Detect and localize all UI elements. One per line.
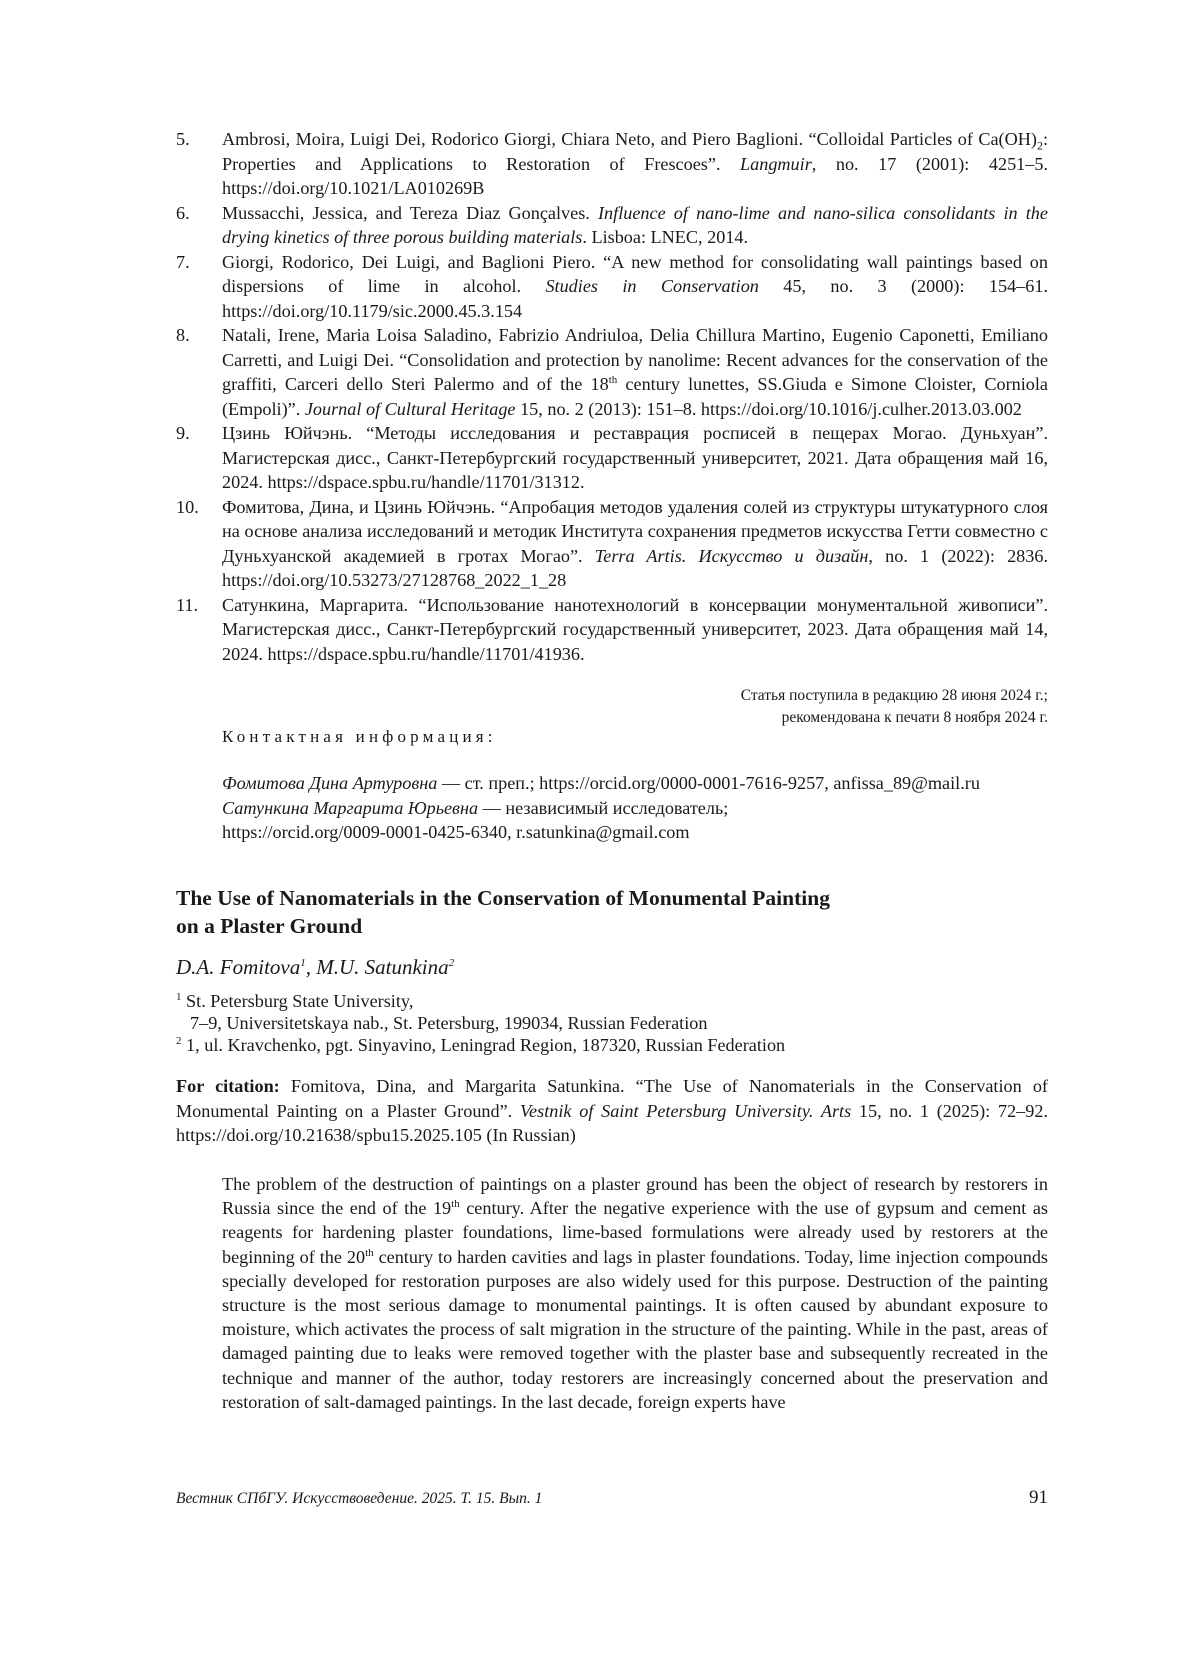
- reference-part: th: [608, 373, 618, 386]
- reference-part: Influence of nano-lime and nano-silica consolidants in the drying kinetics of three porous building materials: [222, 202, 1048, 247]
- abstract-text: century. After the negative experience with the use of gypsum and cement as reagents for hardening plaster foundations, lime-based formulations were already used by restorers at the beginning of the 20: [222, 1198, 1048, 1267]
- reference-text: [222, 593, 1048, 667]
- author: M.U. Satunkina: [316, 955, 449, 979]
- reference-list: [176, 127, 1048, 666]
- contact-person-2: [222, 796, 1062, 821]
- title-line: The Use of Nanomaterials in the Conservation of Monumental Painting: [176, 886, 830, 910]
- contact-info: [222, 771, 1062, 845]
- author-separator: ,: [305, 955, 317, 979]
- affiliation-2: [176, 1034, 785, 1056]
- contact-details: — независимый исследователь;: [478, 797, 729, 818]
- reference-item: [176, 201, 1048, 250]
- reference-part: . Lisboa: LNEC, 2014.: [582, 227, 749, 247]
- reference-text: [222, 495, 1048, 593]
- reference-number: 10.: [176, 496, 199, 517]
- abstract-sup: th: [365, 1246, 374, 1259]
- reference-number: 8.: [176, 325, 190, 345]
- citation-journal: Vestnik of Saint Petersburg University. Arts: [519, 1100, 852, 1121]
- reference-part: Terra Artis. Искусство и дизайн: [594, 545, 869, 566]
- received-note: [741, 685, 1048, 729]
- reference-item: [176, 593, 1048, 667]
- affil-sup: 1: [176, 990, 182, 1003]
- affiliation-1-address: 7–9, Universitetskaya nab., St. Petersburg, 199034, Russian Federation: [190, 1013, 708, 1033]
- authors: [176, 955, 454, 980]
- abstract: [222, 1172, 1048, 1414]
- title-line: on a Plaster Ground: [176, 914, 363, 938]
- reference-item: [176, 495, 1048, 593]
- abstract-text: The problem of the destruction of paintings on a plaster ground has been the object of research by restorers in Russia since the end of the 19: [222, 1174, 1048, 1219]
- reference-text: [222, 421, 1048, 495]
- reference-text: [222, 250, 1048, 324]
- recommended-line: рекомендована к печати 8 ноября 2024 г.: [781, 709, 1048, 726]
- reference-number: 11.: [176, 594, 199, 615]
- reference-item: [176, 127, 1048, 201]
- author-sup: 2: [448, 957, 455, 969]
- citation-text: Fomitova, Dina, and Margarita Satunkina. “The Use of Nanomaterials in the Conservation of Monumental Painting on a Plaster Ground”.: [176, 1076, 1048, 1121]
- reference-part: Цзинь Юйчэнь. “Методы исследования и реставрация росписей в пещерах Могао. Дуньхуан”. Магистерская дисс., Санкт-Петербургский государственный университет, 2021. Дата обращения май 16, 2024. https://dspace.spbu.ru/handle/11701/31312.: [222, 423, 1048, 492]
- contact-heading: Контактная информация:: [222, 727, 497, 746]
- reference-number: 7.: [176, 251, 190, 272]
- reference-part: 2: [1036, 138, 1043, 153]
- reference-part: Mussacchi, Jessica, and Tereza Diaz Gonçalves.: [222, 202, 598, 223]
- citation-label: For citation:: [176, 1076, 280, 1096]
- author-sup: 1: [300, 957, 306, 969]
- reference-part: Фомитова, Дина, и Цзинь Юйчэнь. “Апробация методов удаления солей из структуры штукатурного слоя на основе анализа исследований и методик Института сохранения предметов искусства Гетти совместно с Дуньхуанской академией в гротах Могао”.: [222, 496, 1048, 566]
- reference-part: , no. 1 (2022): 2836. https://doi.org/10.53273/27128768_2022_1_28: [222, 545, 1048, 590]
- reference-part: Giorgi, Rodorico, Dei Luigi, and Baglioni Piero. “A new method for consolidating wall paintings based on dispersions of lime in alcohol.: [222, 251, 1048, 296]
- author: D.A. Fomitova: [176, 955, 301, 979]
- contact-details: — ст. преп.; https://orcid.org/0000-0001-7616-9257, anfissa_89@mail.ru: [437, 773, 980, 793]
- reference-part: Natali, Irene, Maria Loisa Saladino, Fabrizio Andriuloa, Delia Chillura Martino, Eugenio Caponetti, Emiliano Carretti, and Luigi Dei. “Consolidation and protection by nanolime: Recent advances for the conservation of the graffiti, Carceri dello Steri Palermo and of the 18: [222, 325, 1048, 394]
- citation: [176, 1074, 1048, 1148]
- reference-part: Journal of Cultural Heritage: [304, 398, 516, 419]
- reference-part: Studies in Conservation: [545, 276, 759, 296]
- contact-name: Сатункина Маргарита Юрьевна: [222, 797, 479, 818]
- reference-part: Сатункина, Маргарита. “Использование нанотехнологий в консервации монументальной живописи”. Магистерская дисс., Санкт-Петербургский государственный университет, 2023. Дата обращения май 14, 2024. https://dspace.spbu.ru/handle/11701/41936.: [222, 594, 1048, 664]
- reference-part: Ambrosi, Moira, Luigi Dei, Rodorico Giorgi, Chiara Neto, and Piero Baglioni. “Colloidal Particles of Ca(OH): [222, 129, 1037, 149]
- affiliation-1: [176, 990, 785, 1012]
- reference-number: 5.: [176, 129, 190, 149]
- contact-details: https://orcid.org/0009-0001-0425-6340, r.satunkina@gmail.com: [222, 822, 690, 842]
- reference-part: : Properties and Applications to Restoration of Frescoes”.: [222, 129, 1048, 174]
- contact-person-1: [222, 771, 1062, 796]
- reference-item: [176, 323, 1048, 421]
- reference-part: , no. 17 (2001): 4251–5. https://doi.org/10.1021/LA010269B: [222, 153, 1048, 198]
- page-number: 91: [1029, 1487, 1048, 1508]
- reference-item: [176, 250, 1048, 324]
- abstract-sup: th: [451, 1198, 460, 1211]
- reference-number: 9.: [176, 423, 190, 443]
- abstract-text: century to harden cavities and lags in plaster foundations. Today, lime injection compounds specially developed for restoration purposes are also widely used for this purpose. Destruction of the painting structure is the most serious damage to monumental paintings. It is often caused by abundant exposure to moisture, which activates the process of salt migration in the structure of the painting. While in the past, areas of damaged painting due to leaks were removed together with the plaster base and subsequently recreated in the technique and manner of the author, today restorers are increasingly concerned about the preservation and restoration of salt-damaged paintings. In the last decade, foreign experts have: [222, 1246, 1048, 1412]
- affiliations: [176, 990, 785, 1056]
- reference-part: century lunettes, SS.Giuda e Simone Cloister, Corniola (Empoli)”.: [222, 374, 1048, 419]
- article-title: [176, 884, 916, 940]
- reference-part: 45, no. 3 (2000): 154–61. https://doi.org/10.1179/sic.2000.45.3.154: [222, 276, 1048, 321]
- contact-name: Фомитова Дина Артуровна: [222, 773, 438, 793]
- reference-part: 15, no. 2 (2013): 151–8. https://doi.org/10.1016/j.culher.2013.03.002: [515, 398, 1022, 419]
- reference-number: 6.: [176, 202, 190, 223]
- reference-part: Langmuir: [740, 153, 812, 174]
- reference-item: [176, 421, 1048, 495]
- reference-text: [222, 127, 1048, 201]
- footer-journal: Вестник СПбГУ. Искусствоведение. 2025. Т. 15. Вып. 1: [176, 1490, 543, 1507]
- citation-text: 15, no. 1 (2025): 72–92. https://doi.org/10.21638/spbu15.2025.105 (In Russian): [176, 1100, 1048, 1145]
- received-line: Статья поступила в редакцию 28 июня 2024 г.;: [740, 687, 1048, 704]
- affil-text: St. Petersburg State University,: [181, 991, 414, 1011]
- reference-text: [222, 201, 1048, 250]
- reference-text: [222, 323, 1048, 421]
- affil-text: 1, ul. Kravchenko, pgt. Sinyavino, Leningrad Region, 187320, Russian Federation: [181, 1035, 786, 1055]
- affil-sup: 2: [176, 1034, 182, 1047]
